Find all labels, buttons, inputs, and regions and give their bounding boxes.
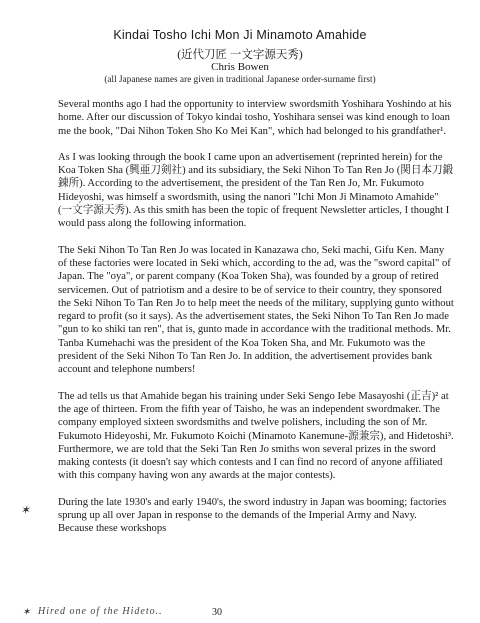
paragraph-5: During the late 1930's and early 1940's, the sword industry in Japan was booming; factories sprung up all over Japan in response to the demands of the Imperial Army and Navy. Because these workshops: [58, 496, 447, 535]
paragraph-2: As I was looking through the book I came upon an advertisement (reprinted herein) for the Koa Token Sha (興亜刀剣社) and its subsidiary, the Seki Nihon To Tan Ren Jo (関日本刀鍛錬所). According to the advertisement, the president of the Tan Ren Jo, Mr. Fukumoto Hideyoshi, was himself a swordsmith, using the nanori "Ichi Mon Ji Minamoto Amahide" (一文字源天秀). As this smith has been the topic of frequent Newsletter articles, I thought I would pass along the following information.: [58, 151, 454, 230]
author-name: Chris Bowen: [211, 61, 269, 73]
margin-star-mark: ✶: [20, 503, 31, 517]
margin-bottom-star-mark: ✶: [22, 607, 31, 618]
article-title-japanese: (近代刀匠 一文字源天秀): [177, 49, 303, 61]
naming-note: (all Japanese names are given in traditional Japanese order-surname first): [104, 74, 376, 84]
page-number: 30: [212, 607, 222, 618]
article-title: Kindai Tosho Ichi Mon Ji Minamoto Amahide: [113, 28, 367, 42]
paragraph-1: Several months ago I had the opportunity to interview swordsmith Yoshihara Yoshindo at his home. After our discussion of Tokyo kindai tosho, Yoshihara sensei was kind enough to loan me the book, "Dai Nihon Token Sho Ko Mei Kan", which had belonged to his grandfather¹.: [58, 99, 452, 137]
paragraph-3: The Seki Nihon To Tan Ren Jo was located in Kanazawa cho, Seki machi, Gifu Ken. Many of these factories were located in Seki which, according to the ad, was the "sword capital" of Japan. The "oya", or parent company (Koa Token Sha), was founded by a group of retired servicemen. Out of patriotism and a desire to be of service to their country, they sponsored the Seki Nihon To Tan Ren Jo to help meet the needs of the military, supplying gunto without regard to profit (so it says). As the advertisement states, the Seki Nihon To Tan Ren Jo made "gun to ko shiki tan ren", that is, gunto made in accordance with the traditional methods. Mr. Tanba Kumehachi was the president of the Koa Token Sha, and Mr. Fukumoto was the president of the Seki Nihon To Tan Ren Jo. In addition, the advertisement provides bank account and telephone numbers!: [58, 244, 454, 376]
paragraph-4: The ad tells us that Amahide began his training under Seki Sengo Iebe Masayoshi (正吉)² at the age of thirteen. From the fifth year of Taisho, he was an independent swordmaker. The company employed sixteen swordsmiths and twelve polishers, including the son of Mr. Fukumoto Hideyoshi, Mr. Fukumoto Koichi (Minamoto Kanemune-源兼宗), and Hidetoshi³. Furthermore, we are told that the Seki Tan Ren Jo smiths won several prizes in the sword making contests (it doesn't say which contests and I can find no record of anyone affiliated with this company having won any awards at the major contests).: [58, 390, 454, 482]
article-body: [58, 98, 454, 549]
handwritten-note: Hired one of the Hideto..: [38, 606, 163, 617]
